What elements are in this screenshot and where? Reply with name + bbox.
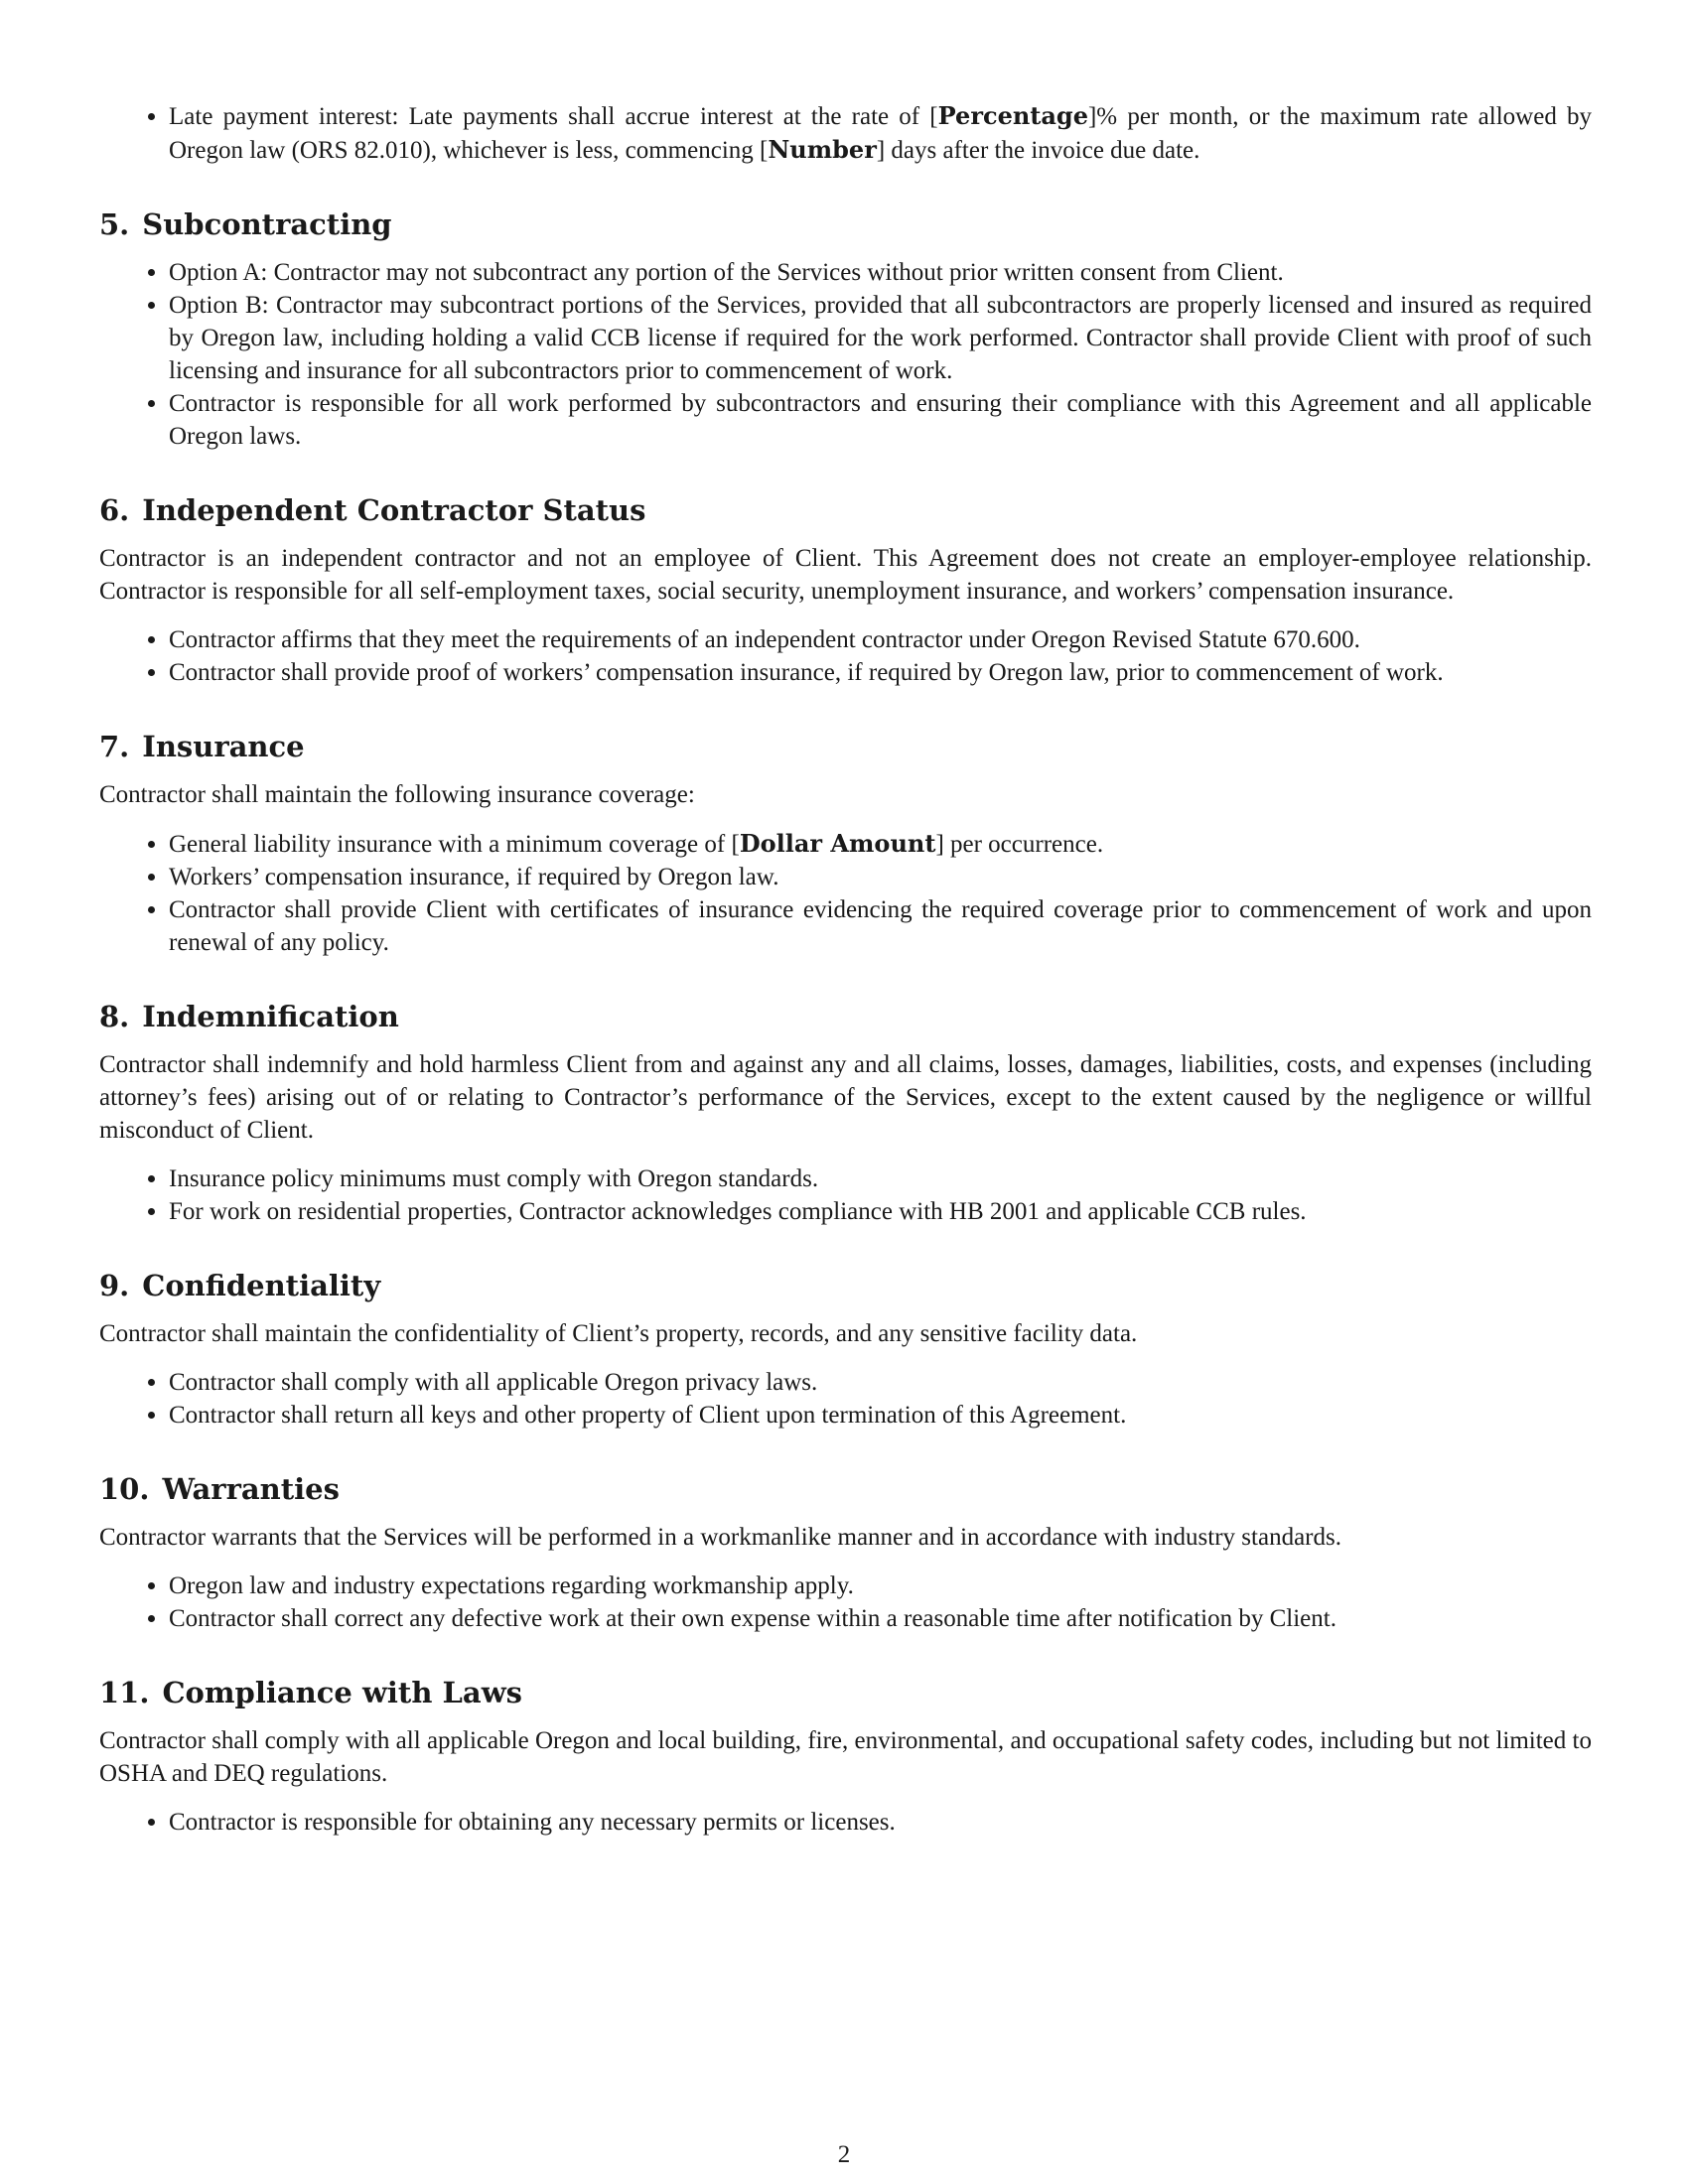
- section-indemnification: [99, 999, 1592, 1228]
- list-item: • Late payment interest: Late payments shall accrue interest at the rate of [Percentage]% per month, or the maximum rate allowed by Oregon law (ORS 82.010), whichever is less, commencing [Number] days after the invoice due date.: [169, 99, 1592, 167]
- section-paragraph: Contractor shall maintain the following insurance coverage:: [99, 781, 695, 808]
- list-item: • Insurance policy minimums must comply with Oregon standards.: [169, 1162, 1592, 1195]
- section-insurance: [99, 729, 1592, 959]
- section-subcontracting: [99, 206, 1592, 453]
- section-heading: 8. Indemnification: [99, 1000, 399, 1033]
- section-heading: 6. Independent Contractor Status: [99, 493, 646, 527]
- section-paragraph: Contractor shall indemnify and hold harmless Client from and against any and all claims, losses, damages, liabilities, costs, and expenses (including attorney’s fees) arising out of or relating to Contractor’s performance of the Services, except to the extent caused by the negligence or willful misconduct of Client.: [99, 1051, 1592, 1144]
- section-list: [99, 827, 1592, 959]
- list-item: • Contractor shall provide proof of workers’ compensation insurance, if required by Oregon law, prior to commencement of work.: [169, 656, 1592, 689]
- list-item: • Contractor shall comply with all applicable Oregon privacy laws.: [169, 1366, 1592, 1399]
- placeholder-dollar-amount: Dollar Amount: [739, 829, 936, 858]
- section-paragraph: Contractor is an independent contractor and not an employee of Client. This Agreement does not create an employer-employee relationship. Contractor is responsible for all self-employment taxes, social security, unemployment insurance, and workers’ compensation insurance.: [99, 545, 1592, 605]
- late-payment-list: [99, 99, 1592, 167]
- list-item: • Contractor shall correct any defective work at their own expense within a reasonable time after notification by Client.: [169, 1602, 1592, 1635]
- list-item: • Contractor is responsible for all work performed by subcontractors and ensuring their compliance with this Agreement and all applicable Oregon laws.: [169, 387, 1592, 453]
- section-confidentiality: [99, 1268, 1592, 1432]
- section-independent-contractor-status: [99, 492, 1592, 689]
- section-list: [99, 1570, 1592, 1635]
- section-list: [99, 1806, 1592, 1839]
- section-heading: 9. Confidentiality: [99, 1269, 381, 1302]
- list-item: • Option A: Contractor may not subcontract any portion of the Services without prior written consent from Client.: [169, 256, 1592, 289]
- section-list: [99, 256, 1592, 453]
- list-item: • Contractor is responsible for obtaining any necessary permits or licenses.: [169, 1806, 1592, 1839]
- section-compliance-with-laws: [99, 1675, 1592, 1839]
- document-page: [99, 99, 1592, 1839]
- section-heading: 10. Warranties: [99, 1472, 340, 1506]
- section-heading: 5. Subcontracting: [99, 207, 392, 241]
- list-item: • General liability insurance with a minimum coverage of [Dollar Amount] per occurrence.: [169, 827, 1592, 861]
- list-item: • Workers’ compensation insurance, if required by Oregon law.: [169, 861, 1592, 893]
- list-item: • Oregon law and industry expectations regarding workmanship apply.: [169, 1570, 1592, 1602]
- list-item: • Contractor shall return all keys and other property of Client upon termination of this Agreement.: [169, 1399, 1592, 1432]
- page-number: 2: [837, 2141, 851, 2168]
- list-item: • Contractor affirms that they meet the requirements of an independent contractor under Oregon Revised Statute 670.600.: [169, 623, 1592, 656]
- section-paragraph: Contractor shall comply with all applicable Oregon and local building, fire, environmental, and occupational safety codes, including but not limited to OSHA and DEQ regulations.: [99, 1727, 1592, 1787]
- list-item: • Contractor shall provide Client with certificates of insurance evidencing the required coverage prior to commencement of work and upon renewal of any policy.: [169, 893, 1592, 959]
- placeholder-number: Number: [768, 135, 877, 164]
- list-item: • For work on residential properties, Contractor acknowledges compliance with HB 2001 and applicable CCB rules.: [169, 1195, 1592, 1228]
- section-heading: 11. Compliance with Laws: [99, 1676, 522, 1709]
- section-paragraph: Contractor shall maintain the confidentiality of Client’s property, records, and any sensitive facility data.: [99, 1320, 1138, 1347]
- section-list: [99, 623, 1592, 689]
- placeholder-percentage: Percentage: [937, 101, 1088, 130]
- section-paragraph: Contractor warrants that the Services will be performed in a workmanlike manner and in accordance with industry standards.: [99, 1524, 1341, 1551]
- section-warranties: [99, 1471, 1592, 1635]
- section-list: [99, 1366, 1592, 1432]
- list-item: • Option B: Contractor may subcontract portions of the Services, provided that all subcontractors are properly licensed and insured as required by Oregon law, including holding a valid CCB license if required for the work performed. Contractor shall provide Client with proof of such licensing and insurance for all subcontractors prior to commencement of work.: [169, 289, 1592, 387]
- section-list: [99, 1162, 1592, 1228]
- section-heading: 7. Insurance: [99, 730, 305, 763]
